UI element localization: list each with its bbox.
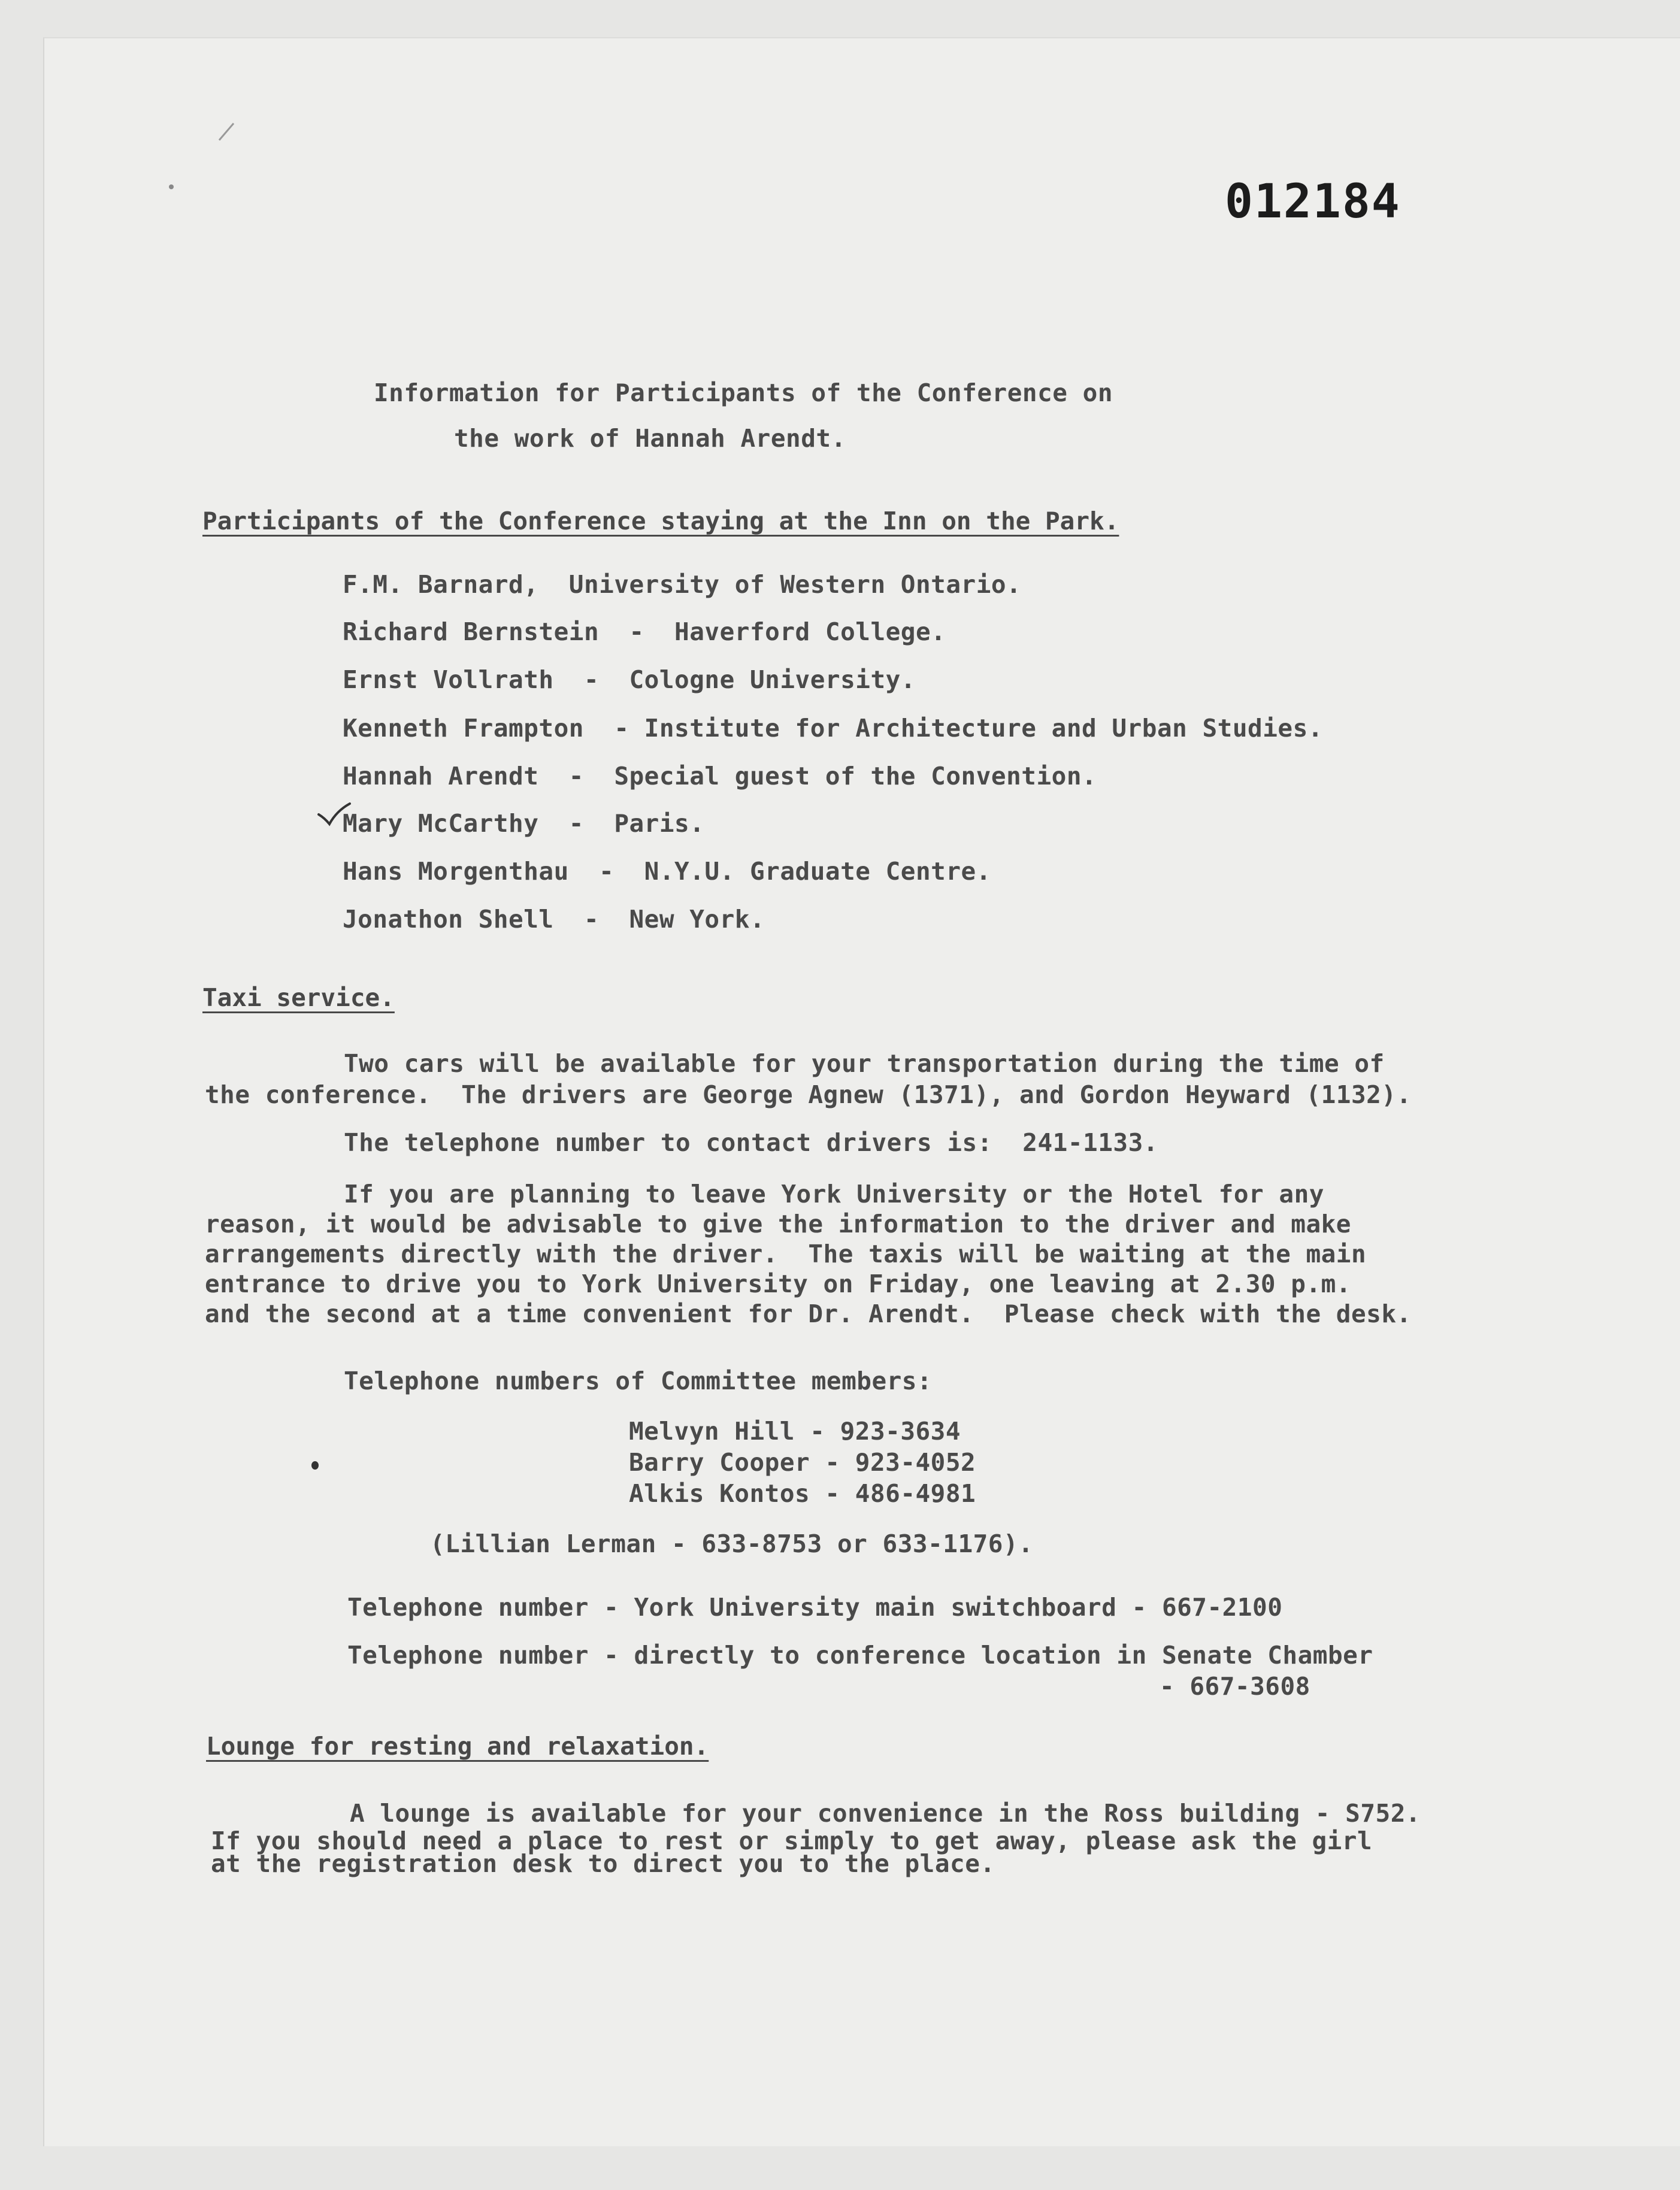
taxi-paragraph-1-line-2: the conference. The drivers are George Agnew (1371), and Gordon Heyward (1132). [205,1080,1412,1109]
title-line-2: the work of Hannah Arendt. [454,424,846,453]
committee-member: Barry Cooper - 923-4052 [629,1448,976,1477]
participant-item: Kenneth Frampton - Institute for Architecture and Urban Studies. [343,714,1323,743]
committee-member: Melvyn Hill - 923-3634 [629,1417,961,1446]
participant-item: Hans Morgenthau - N.Y.U. Graduate Centre. [343,857,991,886]
section-heading-inn: Participants of the Conference staying at the Inn on the Park. [202,507,1119,535]
participant-item: Ernst Vollrath - Cologne University. [343,665,916,694]
committee-member: Alkis Kontos - 486-4981 [629,1479,976,1508]
participant-item: Hannah Arendt - Special guest of the Convention. [343,762,1097,790]
participant-item: Jonathon Shell - New York. [343,905,765,934]
lillian-contact: (Lillian Lerman - 633-8753 or 633-1176). [430,1529,1034,1558]
switchboard-number: Telephone number - York University main switchboard - 667-2100 [347,1593,1283,1622]
taxi-paragraph-1-line-1: Two cars will be available for your transportation during the time of [344,1049,1385,1078]
lounge-line-3: at the registration desk to direct you to the place. [211,1849,995,1878]
taxi-paragraph-2-line-1: If you are planning to leave York University or the Hotel for any [344,1180,1324,1208]
taxi-paragraph-2-line-2: reason, it would be advisable to give the information to the driver and make [205,1210,1351,1238]
ink-speck [311,1461,319,1470]
senate-chamber-line-1: Telephone number - directly to conference location in Senate Chamber [347,1641,1373,1670]
section-heading-lounge: Lounge for resting and relaxation. [206,1732,709,1761]
pencil-mark-icon [216,120,240,144]
participant-item: Mary McCarthy - Paris. [343,809,705,838]
section-heading-taxi: Taxi service. [202,983,395,1012]
taxi-paragraph-2-line-4: entrance to drive you to York University on Friday, one leaving at 2.30 p.m. [205,1270,1351,1298]
lounge-line-2: If you should need a place to rest or simply to get away, please ask the girl [211,1826,1373,1855]
check-mark-icon [316,800,352,830]
participant-item: F.M. Barnard, University of Western Ontario. [343,570,1022,599]
taxi-paragraph-2-line-3: arrangements directly with the driver. The taxis will be waiting at the main [205,1240,1367,1268]
participant-item: Richard Bernstein - Haverford College. [343,617,946,646]
title-line-1: Information for Participants of the Conference on [374,378,1113,407]
taxi-paragraph-2-line-5: and the second at a time convenient for Dr. Arendt. Please check with the desk. [205,1300,1412,1328]
committee-heading: Telephone numbers of Committee members: [344,1367,933,1395]
dust-speck [169,184,174,189]
senate-chamber-line-2: - 667-3608 [1160,1672,1310,1701]
document-number: 012184 [1225,175,1401,229]
lounge-line-1: A lounge is available for your convenience in the Ross building - S752. [350,1799,1421,1828]
taxi-phone: The telephone number to contact drivers is: 241-1133. [344,1128,1158,1157]
